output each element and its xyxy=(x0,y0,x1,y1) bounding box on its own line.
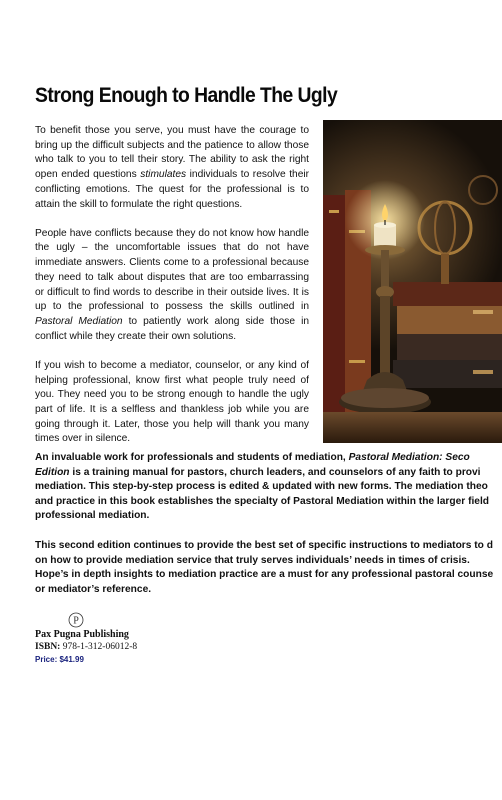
publisher-name: Pax Pugna Publishing xyxy=(35,629,129,640)
intro-paragraph-3: If you wish to become a mediator, counselor, or any kind of helping professional, know first what people truly need of you. They need you to be strong enough to handle the ugly part of life. It is a selfless and thankless job while you are going through it. Later, those you help will thank you many times over in silence. xyxy=(35,359,309,445)
price-label: Price: $41.99 xyxy=(35,655,84,664)
description-paragraph-2: This second edition continues to provide the best set of specific instructions to mediators to d on how to provide mediation service that truly serves individuals’ needs in times of crisis. Hope’s in depth insights to mediation practice are a must for any professional pastoral counse or mediator’s reference. xyxy=(35,539,494,595)
publisher-logo-icon xyxy=(68,612,84,628)
intro-text xyxy=(35,124,309,462)
description-text xyxy=(35,451,502,612)
intro-paragraph-1: To benefit those you serve, you must have the courage to bring up the difficult subjects and the patience to allow those who talk to you to tell their story. The ability to ask the right open ended questions stimulates individuals to resolve their conflicting emotions. The quest for the professional is to attain the skill to formulate the right questions. xyxy=(35,125,310,210)
candle-books-illustration xyxy=(323,120,502,443)
candle-books-photo xyxy=(323,120,502,443)
svg-text:P: P xyxy=(73,615,79,627)
barcode-area xyxy=(422,690,502,800)
intro-paragraph-2: People have conflicts because they do not know how handle the ugly – the uncomfortable issues that do not have immediate answers. Clients come to a professional because they need to talk about disputes that are too embarrassing or difficult to find words to describe in their outside lives. It is up to the professional to possess the skills outlined in Pastoral Mediation to patiently work along side those in conflict while they create their own solutions. xyxy=(35,227,309,342)
description-paragraph-1: An invaluable work for professionals and students of mediation, Pastoral Mediation: Seco Edition is a training manual for pastors, church leaders, and counselors of any faith to provi mediation. This step-by-step process is edited & updated with new forms. The mediation theo and practice in this book establishes the specialty of Pastoral Mediation within the larger field professional mediation. xyxy=(35,452,490,522)
isbn-line: ISBN: 978-1-312-06012-8 xyxy=(35,642,138,652)
page-title: Strong Enough to Handle The Ugly xyxy=(35,84,338,107)
